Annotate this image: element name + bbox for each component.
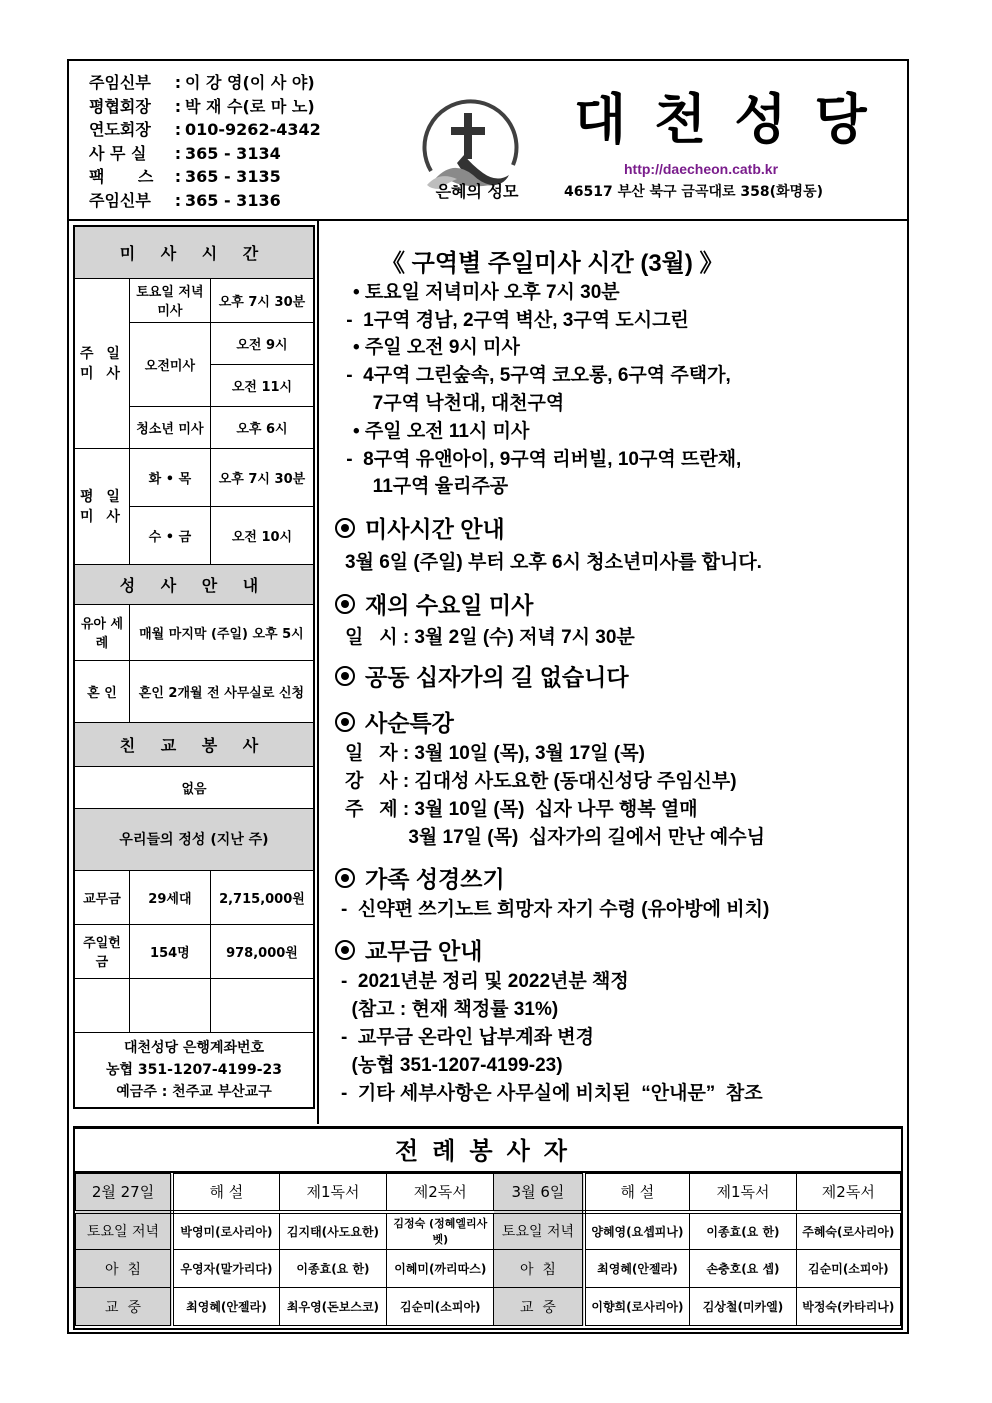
- radio-bullet-icon: [335, 594, 355, 614]
- server-cell: 김지태(사도요한): [279, 1212, 386, 1250]
- contact-value: 365 - 3135: [185, 167, 281, 186]
- schedule-line: • 토요일 저녁미사 오후 7시 30분: [353, 282, 620, 303]
- col-header: 해 설: [584, 1174, 690, 1212]
- offering-name: [74, 978, 129, 1032]
- server-cell: 박정숙(카타리나): [796, 1288, 900, 1326]
- server-cell: 손충호(요 셉): [690, 1250, 796, 1288]
- radio-bullet-icon: [335, 712, 355, 732]
- section-title: 사순특강: [365, 710, 454, 736]
- col-header: 제1독서: [690, 1174, 796, 1212]
- table-row: [76, 1288, 901, 1326]
- mass-time: 오전 10시: [210, 506, 314, 564]
- bank-line: 대천성당 은행계좌번호: [123, 1039, 265, 1056]
- website-link[interactable]: http://daecheon.catb.kr: [624, 161, 779, 177]
- info-table: [73, 225, 315, 1109]
- radio-bullet-icon: [335, 666, 355, 686]
- contact-label: 사 무 실: [89, 143, 147, 163]
- offering-name: 교무금: [74, 870, 129, 924]
- mass-time: 오전 9시: [210, 322, 314, 364]
- fellowship-heading: 친 교 봉 사: [74, 722, 314, 766]
- bank-account-info: [74, 1032, 314, 1108]
- liturgy-table: [75, 1173, 901, 1326]
- contact-sep: :: [174, 73, 182, 92]
- section-line: - 교무금 온라인 납부계좌 변경: [341, 1027, 594, 1048]
- slot-cell: 교 중: [76, 1288, 173, 1326]
- radio-bullet-icon: [335, 940, 355, 960]
- offering-amount: [210, 978, 314, 1032]
- mass-time: 오후 7시 30분: [210, 278, 314, 322]
- col-header: 제1독서: [279, 1174, 386, 1212]
- section-heading: [335, 933, 482, 966]
- contact-label: 주임신부: [89, 73, 151, 92]
- contact-value: 010-9262-4342: [185, 120, 321, 139]
- offering-heading: 우리들의 정성 (지난 주): [74, 808, 314, 870]
- sacrament-heading: 성 사 안 내: [74, 564, 314, 604]
- schedule-line: - 8구역 유앤아이, 9구역 리버빌, 10구역 뜨란채,: [341, 449, 742, 470]
- mass-time: 오전 11시: [210, 364, 314, 406]
- sacrament-name: 혼 인: [74, 660, 129, 722]
- section-title: 가족 성경쓰기: [365, 866, 505, 892]
- liturgy-servers-panel: [73, 1126, 903, 1330]
- section-line: 일 시 : 3월 2일 (수) 저녁 7시 30분: [345, 627, 635, 648]
- section-line: 3월 6일 (주일) 부터 오후 6시 청소년미사를 합니다.: [345, 552, 762, 573]
- bank-line: 농협 351-1207-4199-23: [106, 1061, 282, 1078]
- sunday-mass-label: 주 일 미 사: [74, 278, 129, 448]
- section-heading: [335, 587, 533, 620]
- offering-count: 154명: [129, 924, 210, 978]
- section-heading: [335, 705, 454, 738]
- section-line: - 2021년분 정리 및 2022년분 책정: [341, 971, 629, 992]
- section-line: 주 제 : 3월 10일 (목) 십자 나무 행복 열매: [345, 799, 698, 820]
- server-cell: 김상철(미카엘): [690, 1288, 796, 1326]
- bank-line: 예금주 : 천주교 부산교구: [116, 1083, 272, 1100]
- section-line: (농협 351-1207-4199-23): [341, 1055, 563, 1076]
- contact-label: 평협회장: [89, 96, 151, 116]
- sacrament-value: 매월 마지막 (주일) 오후 5시: [129, 604, 314, 660]
- offering-count: [129, 978, 210, 1032]
- slot-cell: 교 중: [494, 1288, 584, 1326]
- contact-value: 박 재 수(로 마 노): [185, 96, 315, 116]
- offering-amount: 978,000원: [210, 924, 314, 978]
- schedule-line: • 주일 오전 11시 미사: [353, 421, 530, 442]
- contact-list: [89, 71, 321, 212]
- schedule-line: 7구역 낙천대, 대천구역: [341, 393, 565, 414]
- contact-row: [89, 189, 321, 213]
- logo-caption: 은혜의 성모: [435, 182, 519, 201]
- mass-time-heading: 미 사 시 간: [74, 226, 314, 278]
- weekday-mass-label: 평 일 미 사: [74, 448, 129, 564]
- section-heading: [335, 511, 505, 544]
- server-cell: 최영혜(안젤라): [584, 1250, 690, 1288]
- offering-amount: 2,715,000원: [210, 870, 314, 924]
- server-cell: 이종효(요 한): [279, 1250, 386, 1288]
- contact-row: [89, 142, 321, 166]
- section-heading: [335, 861, 505, 894]
- contact-sep: :: [174, 120, 182, 139]
- schedule-line: 11구역 율리주공: [341, 476, 509, 497]
- slot-cell: 아 침: [494, 1250, 584, 1288]
- slot-cell: 토요일 저녁: [76, 1212, 173, 1250]
- section-line: (참고 : 현재 책정률 31%): [341, 999, 559, 1020]
- offering-name: 주일헌금: [74, 924, 129, 978]
- mass-name: 화 • 목: [129, 448, 210, 506]
- server-cell: 주혜숙(로사리아): [796, 1212, 900, 1250]
- sacrament-value: 혼인 2개월 전 사무실로 신청: [129, 660, 314, 722]
- mass-time: 오후 6시: [210, 406, 314, 448]
- server-cell: 이혜미(까리따스): [387, 1250, 494, 1288]
- mass-time: 오후 7시 30분: [210, 448, 314, 506]
- slot-cell: 토요일 저녁: [494, 1212, 584, 1250]
- section-title: 공동 십자가의 길 없습니다: [365, 664, 629, 690]
- contact-label: 연도회장: [89, 120, 151, 139]
- col-header: 해 설: [172, 1174, 279, 1212]
- liturgy-title: 전례봉사자: [75, 1129, 901, 1173]
- contact-label: 주임신부: [89, 190, 151, 210]
- schedule-line: - 1구역 경남, 2구역 벽산, 3구역 도시그린: [341, 310, 689, 331]
- right-column: [321, 221, 907, 1124]
- offering-count: 29세대: [129, 870, 210, 924]
- server-cell: 이종효(요 한): [690, 1212, 796, 1250]
- fellowship-value: 없음: [74, 766, 314, 808]
- server-cell: 김순미(소피아): [796, 1250, 900, 1288]
- server-cell: 박영미(로사리아): [172, 1212, 279, 1250]
- server-cell: 최우영(돈보스코): [279, 1288, 386, 1326]
- contact-value: 365 - 3134: [185, 143, 281, 163]
- contact-sep: :: [174, 167, 182, 186]
- sacrament-name: 유아 세례: [74, 604, 129, 660]
- schedule-line: - 4구역 그린숲속, 5구역 코오롱, 6구역 주택가,: [341, 365, 731, 386]
- section-line: 강 사 : 김대성 사도요한 (동대신성당 주임신부): [345, 771, 737, 792]
- section-title: 교무금 안내: [365, 938, 483, 964]
- page-title: 대천성당: [574, 88, 895, 151]
- left-column: [69, 221, 319, 1124]
- contact-sep: :: [174, 143, 182, 163]
- table-row: [76, 1212, 901, 1250]
- table-row: [76, 1250, 901, 1288]
- mass-name: 토요일 저녁미사: [129, 278, 210, 322]
- contact-row: [89, 165, 321, 189]
- server-cell: 김정숙 (정혜엘리사벳): [387, 1212, 494, 1250]
- slot-cell: 아 침: [76, 1250, 173, 1288]
- server-cell: 이향희(로사리아): [584, 1288, 690, 1326]
- section-title: 재의 수요일 미사: [365, 592, 534, 618]
- section-line: 일 자 : 3월 10일 (목), 3월 17일 (목): [345, 743, 645, 764]
- date-cell: 2월 27일: [76, 1174, 173, 1212]
- section-heading: [335, 659, 629, 692]
- schedule-line: • 주일 오전 9시 미사: [353, 337, 520, 358]
- section-line: 3월 17일 (목) 십자가의 길에서 만난 예수님: [345, 827, 765, 848]
- col-header: 제2독서: [796, 1174, 900, 1212]
- section-title: 미사시간 안내: [365, 516, 505, 542]
- server-cell: 최영혜(안젤라): [172, 1288, 279, 1326]
- mass-name: 오전미사: [129, 322, 210, 406]
- col-header: 제2독서: [387, 1174, 494, 1212]
- contact-row: [89, 71, 321, 95]
- contact-row: [89, 95, 321, 119]
- contact-row: [89, 118, 321, 142]
- radio-bullet-icon: [335, 518, 355, 538]
- district-mass-title: 《 구역별 주일미사 시간 (3월) 》: [381, 250, 724, 277]
- radio-bullet-icon: [335, 868, 355, 888]
- contact-value: 365 - 3136: [185, 190, 281, 210]
- date-cell: 3월 6일: [494, 1174, 584, 1212]
- bulletin-header: [69, 61, 907, 221]
- contact-value: 이 강 영(이 사 야): [185, 73, 315, 92]
- bulletin-page: [67, 59, 909, 1334]
- contact-label: 팩 스: [89, 167, 154, 186]
- server-cell: 양혜영(요셉피나): [584, 1212, 690, 1250]
- mass-name: 수 • 금: [129, 506, 210, 564]
- section-line: - 신약편 쓰기노트 희망자 자기 수령 (유아방에 비치): [341, 899, 770, 920]
- contact-sep: :: [174, 96, 182, 116]
- contact-sep: :: [174, 190, 182, 210]
- server-cell: 우영자(말가리다): [172, 1250, 279, 1288]
- church-address: 46517 부산 북구 금곡대로 358(화명동): [564, 184, 823, 200]
- server-cell: 김순미(소피아): [387, 1288, 494, 1326]
- mass-name: 청소년 미사: [129, 406, 210, 448]
- section-line: - 기타 세부사항은 사무실에 비치된 “안내문” 참조: [341, 1083, 763, 1104]
